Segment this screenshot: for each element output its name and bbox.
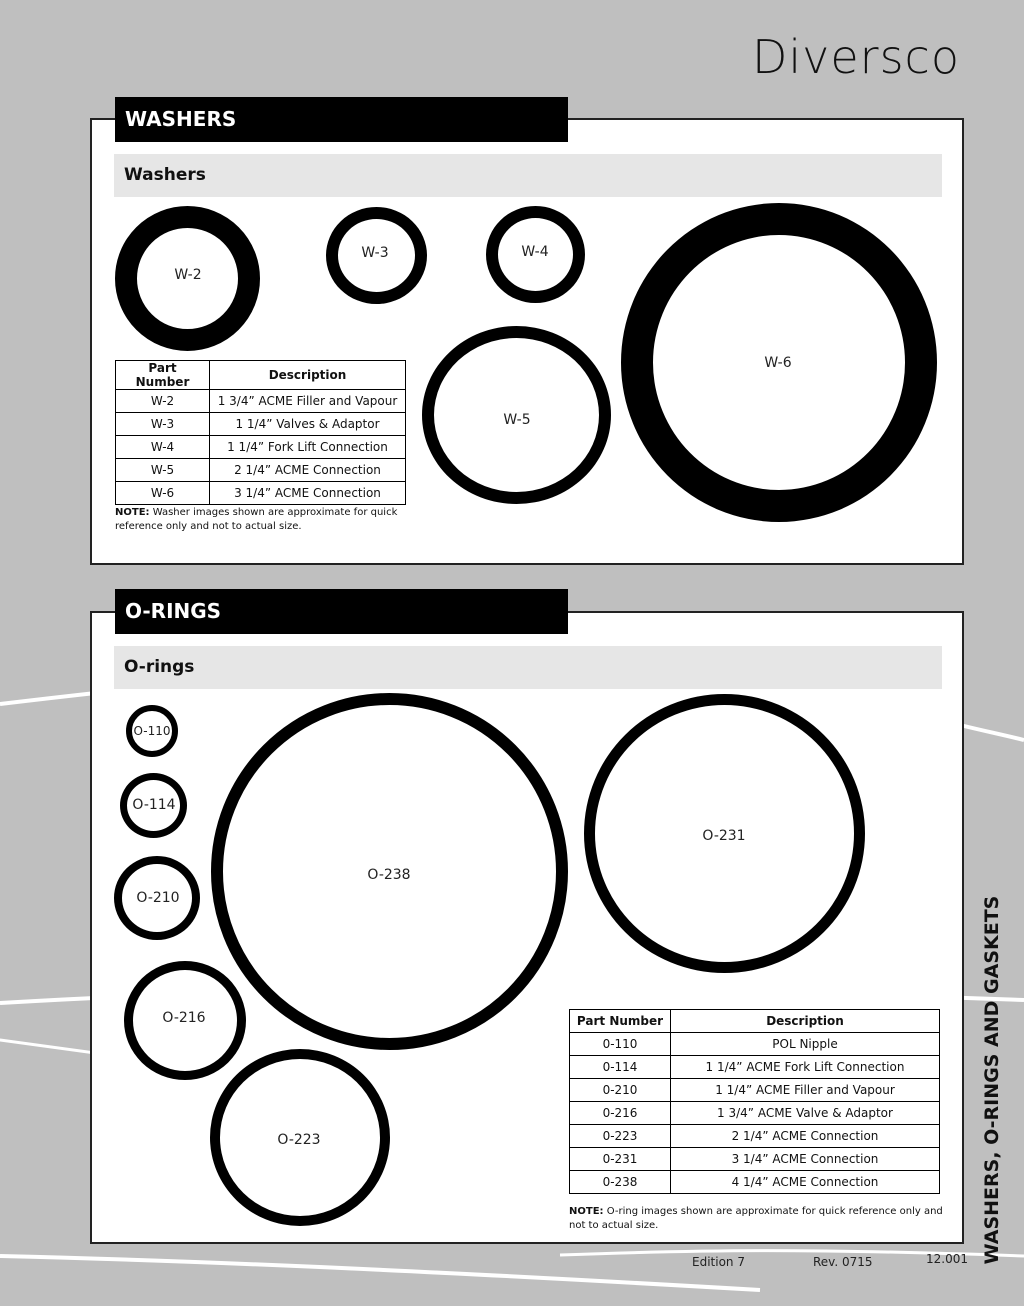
side-section-title: WASHERS, O-RINGS AND GASKETS bbox=[981, 895, 1003, 1265]
table-row bbox=[116, 436, 406, 459]
washer-w3-label: W-3 bbox=[361, 245, 389, 261]
washer-w6-label: W-6 bbox=[764, 355, 792, 371]
table-row bbox=[570, 1033, 940, 1056]
table-row bbox=[116, 390, 406, 413]
table-row bbox=[570, 1125, 940, 1148]
part-number-cell: W-6 bbox=[116, 482, 210, 505]
part-number-cell: 0-110 bbox=[570, 1033, 671, 1056]
orings-note bbox=[569, 1205, 944, 1233]
orings-section-title: O-RINGS bbox=[115, 589, 568, 634]
part-number-cell: W-5 bbox=[116, 459, 210, 482]
washer-w4-label: W-4 bbox=[521, 244, 549, 260]
oring-o231-label: O-231 bbox=[702, 828, 746, 844]
column-header: Part Number bbox=[116, 361, 210, 390]
table-row bbox=[570, 1079, 940, 1102]
part-number-cell: W-4 bbox=[116, 436, 210, 459]
part-number-cell: W-2 bbox=[116, 390, 210, 413]
description-cell: 3 1/4” ACME Connection bbox=[210, 482, 406, 505]
table-row bbox=[116, 459, 406, 482]
table-row bbox=[116, 482, 406, 505]
footer-edition: Edition 7 bbox=[692, 1255, 745, 1269]
brand-logo: Diversco bbox=[751, 30, 960, 84]
table-header-row bbox=[570, 1010, 940, 1033]
part-number-cell: 0-231 bbox=[570, 1148, 671, 1171]
description-cell: 1 3/4” ACME Valve & Adaptor bbox=[671, 1102, 940, 1125]
orings-subheader: O-rings bbox=[114, 646, 942, 689]
part-number-cell: 0-216 bbox=[570, 1102, 671, 1125]
description-cell: 3 1/4” ACME Connection bbox=[671, 1148, 940, 1171]
part-number-cell: 0-238 bbox=[570, 1171, 671, 1194]
oring-o238-label: O-238 bbox=[367, 867, 411, 883]
oring-o110-label: O-110 bbox=[133, 724, 171, 738]
description-cell: 1 1/4” Fork Lift Connection bbox=[210, 436, 406, 459]
description-cell: 2 1/4” ACME Connection bbox=[671, 1125, 940, 1148]
note-text: O-ring images shown are approximate for quick reference only and not to actual size. bbox=[569, 1206, 943, 1231]
footer-revision: Rev. 0715 bbox=[813, 1255, 873, 1269]
washers-section-title: WASHERS bbox=[115, 97, 568, 142]
description-cell: 1 1/4” Valves & Adaptor bbox=[210, 413, 406, 436]
part-number-cell: W-3 bbox=[116, 413, 210, 436]
column-header: Description bbox=[671, 1010, 940, 1033]
table-row bbox=[570, 1171, 940, 1194]
washer-w5-label: W-5 bbox=[503, 412, 531, 428]
note-text: Washer images shown are approximate for quick reference only and not to actual size. bbox=[115, 507, 398, 532]
table-row bbox=[570, 1102, 940, 1125]
description-cell: 4 1/4” ACME Connection bbox=[671, 1171, 940, 1194]
column-header: Description bbox=[210, 361, 406, 390]
oring-o114-label: O-114 bbox=[132, 797, 176, 813]
washer-w2-label: W-2 bbox=[174, 267, 202, 283]
description-cell: 1 3/4” ACME Filler and Vapour bbox=[210, 390, 406, 413]
table-row bbox=[570, 1148, 940, 1171]
note-label: NOTE: bbox=[115, 507, 150, 518]
table-header-row bbox=[116, 361, 406, 390]
orings-table bbox=[569, 1009, 940, 1194]
description-cell: POL Nipple bbox=[671, 1033, 940, 1056]
note-label: NOTE: bbox=[569, 1206, 604, 1217]
table-row bbox=[570, 1056, 940, 1079]
description-cell: 1 1/4” ACME Fork Lift Connection bbox=[671, 1056, 940, 1079]
footer-page-number: 12.001 bbox=[926, 1252, 968, 1266]
part-number-cell: 0-114 bbox=[570, 1056, 671, 1079]
description-cell: 2 1/4” ACME Connection bbox=[210, 459, 406, 482]
part-number-cell: 0-223 bbox=[570, 1125, 671, 1148]
part-number-cell: 0-210 bbox=[570, 1079, 671, 1102]
oring-o223-label: O-223 bbox=[277, 1132, 321, 1148]
washers-subheader: Washers bbox=[114, 154, 942, 197]
oring-o216-label: O-216 bbox=[162, 1010, 206, 1026]
washers-note bbox=[115, 506, 445, 534]
oring-o210-label: O-210 bbox=[136, 890, 180, 906]
table-row bbox=[116, 413, 406, 436]
washers-table bbox=[115, 360, 406, 505]
column-header: Part Number bbox=[570, 1010, 671, 1033]
description-cell: 1 1/4” ACME Filler and Vapour bbox=[671, 1079, 940, 1102]
